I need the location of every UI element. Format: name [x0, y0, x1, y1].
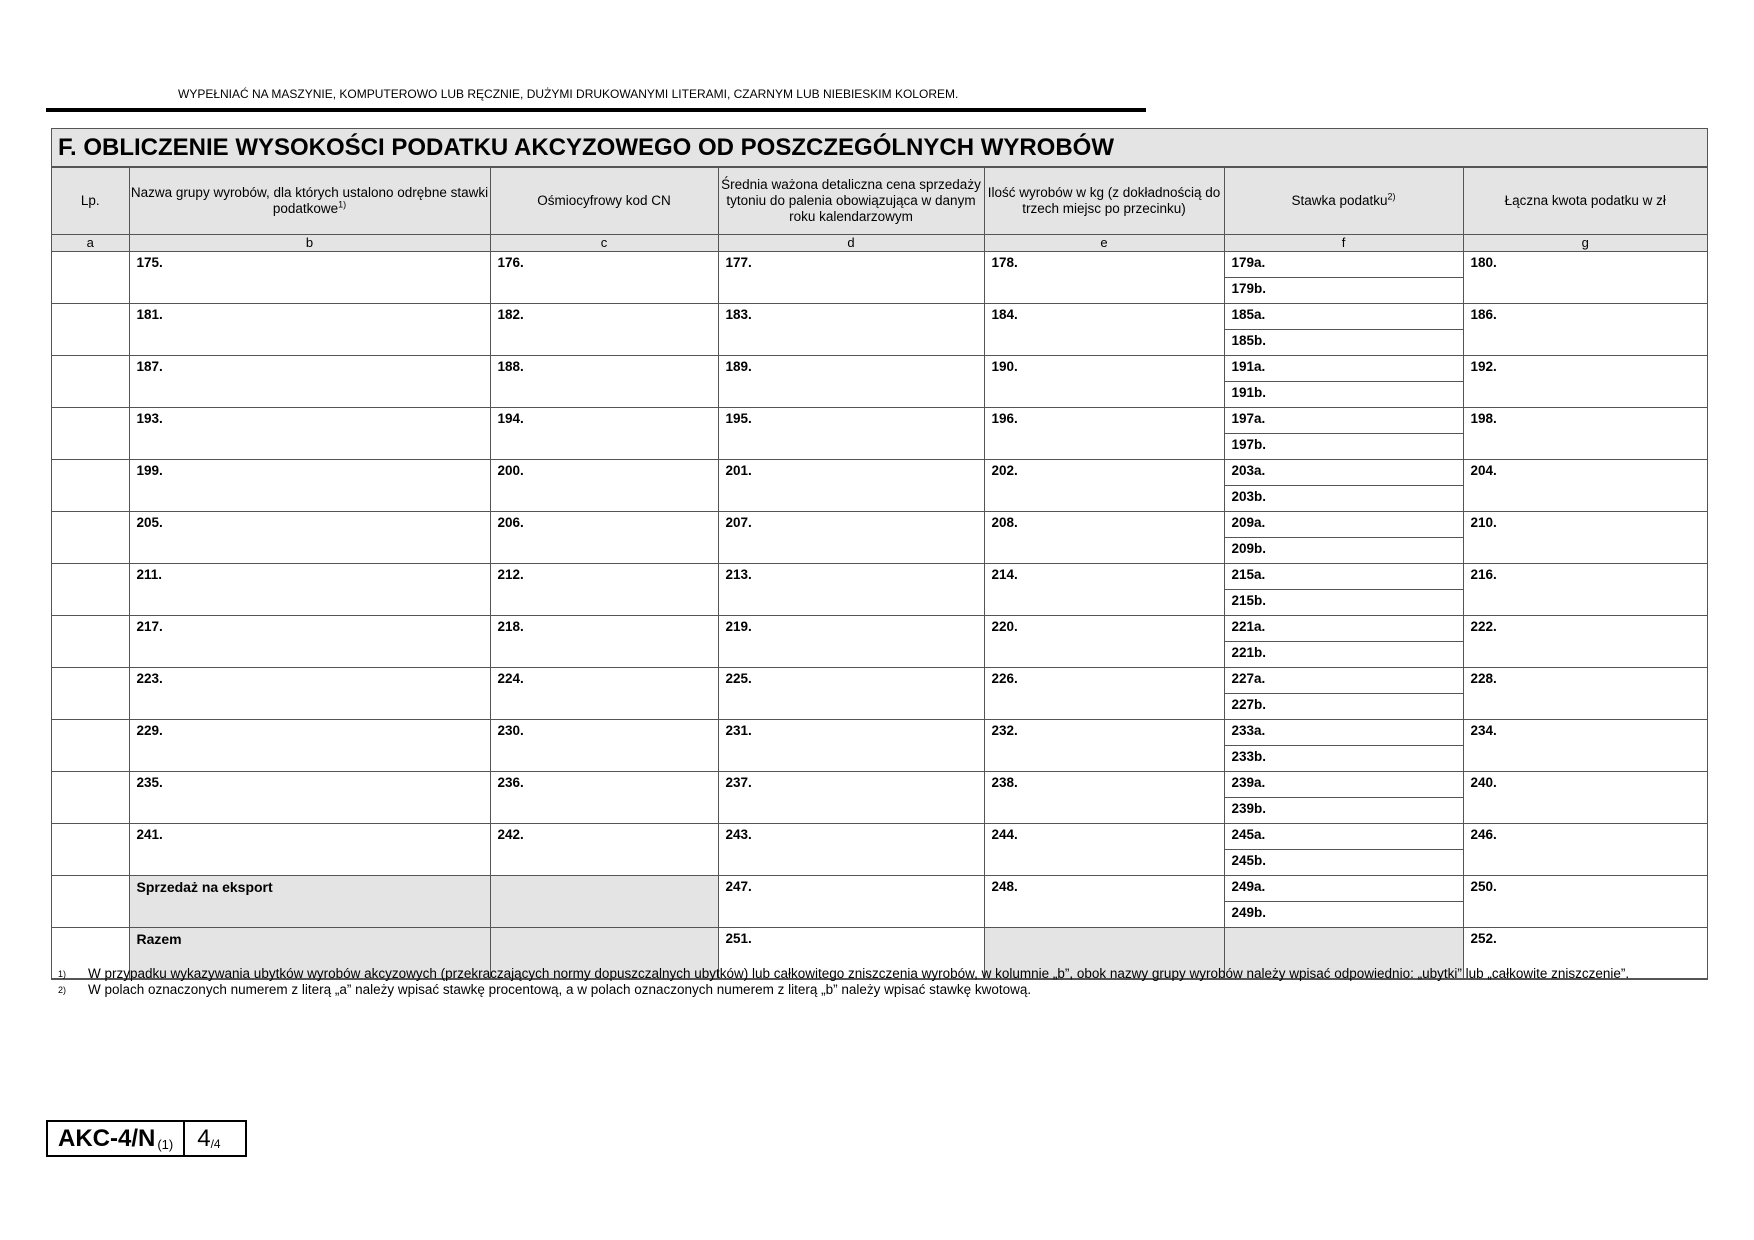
- table-row: [52, 408, 1707, 460]
- quantity-field[interactable]: 232.: [984, 720, 1224, 772]
- tax-total-field[interactable]: 240.: [1463, 772, 1707, 824]
- rate-amount-field[interactable]: 185b.: [1231, 333, 1267, 348]
- avg-price-field[interactable]: 201.: [718, 460, 984, 512]
- product-group-field[interactable]: 193.: [129, 408, 490, 460]
- quantity-field[interactable]: 244.: [984, 824, 1224, 876]
- total-label: Razem: [129, 928, 490, 979]
- product-group-field[interactable]: 241.: [129, 824, 490, 876]
- product-group-field[interactable]: 187.: [129, 356, 490, 408]
- page-number: $4_{/4}$: [197, 1125, 221, 1152]
- cn-code-field[interactable]: 224.: [490, 668, 718, 720]
- avg-price-field[interactable]: 247.: [718, 876, 984, 928]
- rate-percent-field[interactable]: 221a.: [1225, 616, 1463, 642]
- tax-total-field[interactable]: 186.: [1463, 304, 1707, 356]
- section-f: [51, 128, 1708, 980]
- tax-total-field[interactable]: 216.: [1463, 564, 1707, 616]
- avg-price-field[interactable]: 237.: [718, 772, 984, 824]
- table-row: [52, 668, 1707, 720]
- rate-field: [1224, 512, 1463, 564]
- lp-field[interactable]: [52, 772, 129, 824]
- rate-amount-field[interactable]: 221b.: [1231, 645, 1267, 660]
- quantity-field[interactable]: 208.: [984, 512, 1224, 564]
- cn-code-field[interactable]: 194.: [490, 408, 718, 460]
- rate-field: [1224, 252, 1463, 304]
- lp-field: [52, 876, 129, 928]
- quantity-field[interactable]: 178.: [984, 252, 1224, 304]
- rate-field: [1224, 304, 1463, 356]
- tax-total-field[interactable]: 228.: [1463, 668, 1707, 720]
- rate-field: [1224, 408, 1463, 460]
- tax-total-field[interactable]: 252.: [1463, 928, 1707, 979]
- header-lp: Lp.: [52, 168, 129, 235]
- header-name: Nazwa grupy wyrobów, dla których ustalono odrębne stawki podatkowe$^{1)}$: [129, 168, 490, 235]
- rate-percent-field[interactable]: 233a.: [1225, 720, 1463, 746]
- rate-percent-field[interactable]: 209a.: [1225, 512, 1463, 538]
- quantity-field[interactable]: 184.: [984, 304, 1224, 356]
- rate-percent-field[interactable]: 245a.: [1225, 824, 1463, 850]
- rate-amount-field[interactable]: 239b.: [1231, 801, 1267, 816]
- column-letter: a: [52, 235, 129, 252]
- table-row: [52, 616, 1707, 668]
- lp-field[interactable]: [52, 824, 129, 876]
- lp-field[interactable]: [52, 720, 129, 772]
- rate-amount-field[interactable]: 191b.: [1231, 385, 1267, 400]
- column-letter: d: [718, 235, 984, 252]
- form-code-box: [46, 1120, 247, 1157]
- tax-total-field[interactable]: 204.: [1463, 460, 1707, 512]
- product-group-field[interactable]: 223.: [129, 668, 490, 720]
- avg-price-field[interactable]: 243.: [718, 824, 984, 876]
- lp-field[interactable]: [52, 408, 129, 460]
- form-code: AKC-4/N $_{(1)}$: [48, 1122, 185, 1155]
- cn-code-field[interactable]: 212.: [490, 564, 718, 616]
- lp-field[interactable]: [52, 564, 129, 616]
- export-row: [52, 876, 1707, 928]
- footnote-text: W polach oznaczonych numerem z literą „a” należy wpisać stawkę procentową, a w polach oznaczonych numerem z literą „b” należy wpisać stawkę kwotową.: [88, 982, 1032, 997]
- rate-field: [1224, 564, 1463, 616]
- avg-price-field[interactable]: 207.: [718, 512, 984, 564]
- rate-percent-field[interactable]: 197a.: [1225, 408, 1463, 434]
- avg-price-field[interactable]: 189.: [718, 356, 984, 408]
- column-letter: b: [129, 235, 490, 252]
- header-cn: Ośmiocyfrowy kod CN: [490, 168, 718, 235]
- cn-code-field[interactable]: 230.: [490, 720, 718, 772]
- lp-field[interactable]: [52, 460, 129, 512]
- lp-field[interactable]: [52, 668, 129, 720]
- product-group-field[interactable]: 211.: [129, 564, 490, 616]
- tax-total-field[interactable]: 210.: [1463, 512, 1707, 564]
- cn-code-blocked: [490, 876, 718, 928]
- avg-price-field[interactable]: 225.: [718, 668, 984, 720]
- table-row: [52, 252, 1707, 304]
- tax-total-field[interactable]: 222.: [1463, 616, 1707, 668]
- table-row: [52, 304, 1707, 356]
- rate-field: [1224, 616, 1463, 668]
- table-row: [52, 512, 1707, 564]
- tax-calculation-table: [52, 167, 1707, 979]
- cn-code-field[interactable]: 200.: [490, 460, 718, 512]
- table-row: [52, 460, 1707, 512]
- rate-percent-field[interactable]: 249a.: [1225, 876, 1463, 902]
- rate-field: [1224, 720, 1463, 772]
- column-letter: f: [1224, 235, 1463, 252]
- cn-code-field[interactable]: 206.: [490, 512, 718, 564]
- tax-total-field[interactable]: 246.: [1463, 824, 1707, 876]
- header-total: Łączna kwota podatku w zł: [1463, 168, 1707, 235]
- avg-price-field[interactable]: 231.: [718, 720, 984, 772]
- footnote-ref-1: 1): [338, 199, 347, 210]
- footnote-text: W przypadku wykazywania ubytków wyrobów akcyzowych (przekraczających normy dopuszczalnych ubytków) lub całkowitego zniszczenia wyrobów, w kolumnie „b”, obok nazwy grupy wyrobów należy wpisać odpowiednio: „ubytki” lub „całkowite zniszczenie”.: [88, 966, 1630, 981]
- product-group-field[interactable]: 181.: [129, 304, 490, 356]
- footnote-mark: 2): [58, 985, 67, 995]
- quantity-field[interactable]: 190.: [984, 356, 1224, 408]
- rate-percent-field[interactable]: 203a.: [1225, 460, 1463, 486]
- quantity-field[interactable]: 248.: [984, 876, 1224, 928]
- export-label: Sprzedaż na eksport: [129, 876, 490, 928]
- product-group-field[interactable]: 205.: [129, 512, 490, 564]
- rate-field: [1224, 356, 1463, 408]
- product-group-field[interactable]: 199.: [129, 460, 490, 512]
- form-version: (1): [157, 1137, 174, 1152]
- fill-instruction: WYPEŁNIAĆ NA MASZYNIE, KOMPUTEROWO LUB RĘCZNIE, DUŻYMI DRUKOWANYMI LITERAMI, CZARNYM LUB NIEBIESKIM KOLOREM.: [178, 87, 959, 101]
- rate-amount-field[interactable]: 197b.: [1231, 437, 1267, 452]
- avg-price-field[interactable]: 213.: [718, 564, 984, 616]
- cn-code-field[interactable]: 176.: [490, 252, 718, 304]
- rate-amount-field[interactable]: 209b.: [1231, 541, 1267, 556]
- rate-amount-field[interactable]: 227b.: [1231, 697, 1267, 712]
- product-group-field[interactable]: 229.: [129, 720, 490, 772]
- avg-price-field[interactable]: 183.: [718, 304, 984, 356]
- rate-amount-field[interactable]: 215b.: [1231, 593, 1267, 608]
- column-letters-row: [52, 235, 1707, 252]
- rate-amount-field[interactable]: 233b.: [1231, 749, 1267, 764]
- table-row: [52, 720, 1707, 772]
- rate-percent-field[interactable]: 191a.: [1225, 356, 1463, 382]
- rate-amount-field[interactable]: 179b.: [1231, 281, 1267, 296]
- tax-total-field[interactable]: 234.: [1463, 720, 1707, 772]
- tax-total-field[interactable]: 192.: [1463, 356, 1707, 408]
- table-row: [52, 824, 1707, 876]
- cn-code-field[interactable]: 236.: [490, 772, 718, 824]
- table-row: [52, 356, 1707, 408]
- lp-field[interactable]: [52, 512, 129, 564]
- column-letter: e: [984, 235, 1224, 252]
- product-group-field[interactable]: 235.: [129, 772, 490, 824]
- lp-field[interactable]: [52, 252, 129, 304]
- avg-price-field[interactable]: 219.: [718, 616, 984, 668]
- cn-code-field[interactable]: 242.: [490, 824, 718, 876]
- rate-percent-field[interactable]: 239a.: [1225, 772, 1463, 798]
- avg-price-field[interactable]: 177.: [718, 252, 984, 304]
- quantity-field[interactable]: 226.: [984, 668, 1224, 720]
- quantity-field[interactable]: 214.: [984, 564, 1224, 616]
- quantity-field[interactable]: 238.: [984, 772, 1224, 824]
- top-rule: [46, 108, 1146, 112]
- footnote-1: [58, 966, 1706, 982]
- tax-total-field[interactable]: 180.: [1463, 252, 1707, 304]
- product-group-field[interactable]: 217.: [129, 616, 490, 668]
- header-price: Średnia ważona detaliczna cena sprzedaży tytoniu do palenia obowiązująca w danym roku kalendarzowym: [718, 168, 984, 235]
- lp-field[interactable]: [52, 356, 129, 408]
- avg-price-field[interactable]: 195.: [718, 408, 984, 460]
- rate-field: [1224, 876, 1463, 928]
- lp-field[interactable]: [52, 304, 129, 356]
- rate-percent-field[interactable]: 185a.: [1225, 304, 1463, 330]
- quantity-field[interactable]: 220.: [984, 616, 1224, 668]
- page-count: /4: [210, 1137, 221, 1151]
- footnote-ref-2: 2): [1387, 191, 1396, 202]
- column-letter: c: [490, 235, 718, 252]
- rate-amount-field[interactable]: 245b.: [1231, 853, 1267, 868]
- header-qty: Ilość wyrobów w kg (z dokładnością do trzech miejsc po przecinku): [984, 168, 1224, 235]
- cn-code-field[interactable]: 188.: [490, 356, 718, 408]
- rate-percent-field[interactable]: 227a.: [1225, 668, 1463, 694]
- cn-code-field[interactable]: 182.: [490, 304, 718, 356]
- tax-total-field[interactable]: 198.: [1463, 408, 1707, 460]
- rate-field: [1224, 460, 1463, 512]
- table-row: [52, 564, 1707, 616]
- rate-amount-field[interactable]: 249b.: [1231, 905, 1267, 920]
- tax-total-field[interactable]: 250.: [1463, 876, 1707, 928]
- product-group-field[interactable]: 175.: [129, 252, 490, 304]
- footnotes: [58, 966, 1706, 998]
- cn-code-field[interactable]: 218.: [490, 616, 718, 668]
- footnote-2: [58, 982, 1706, 998]
- column-letter: g: [1463, 235, 1707, 252]
- rate-field: [1224, 772, 1463, 824]
- header-row: [52, 168, 1707, 235]
- lp-field[interactable]: [52, 616, 129, 668]
- quantity-field[interactable]: 196.: [984, 408, 1224, 460]
- section-title: F. OBLICZENIE WYSOKOŚCI PODATKU AKCYZOWEGO OD POSZCZEGÓLNYCH WYROBÓW: [52, 129, 1707, 167]
- header-rate: Stawka podatku$^{2)}$: [1224, 168, 1463, 235]
- avg-price-field[interactable]: 251.: [718, 928, 984, 979]
- rate-field: [1224, 668, 1463, 720]
- quantity-field[interactable]: 202.: [984, 460, 1224, 512]
- rate-amount-field[interactable]: 203b.: [1231, 489, 1267, 504]
- rate-percent-field[interactable]: 179a.: [1225, 252, 1463, 278]
- footnote-mark: 1): [58, 969, 67, 979]
- table-row: [52, 772, 1707, 824]
- rate-percent-field[interactable]: 215a.: [1225, 564, 1463, 590]
- rate-field: [1224, 824, 1463, 876]
